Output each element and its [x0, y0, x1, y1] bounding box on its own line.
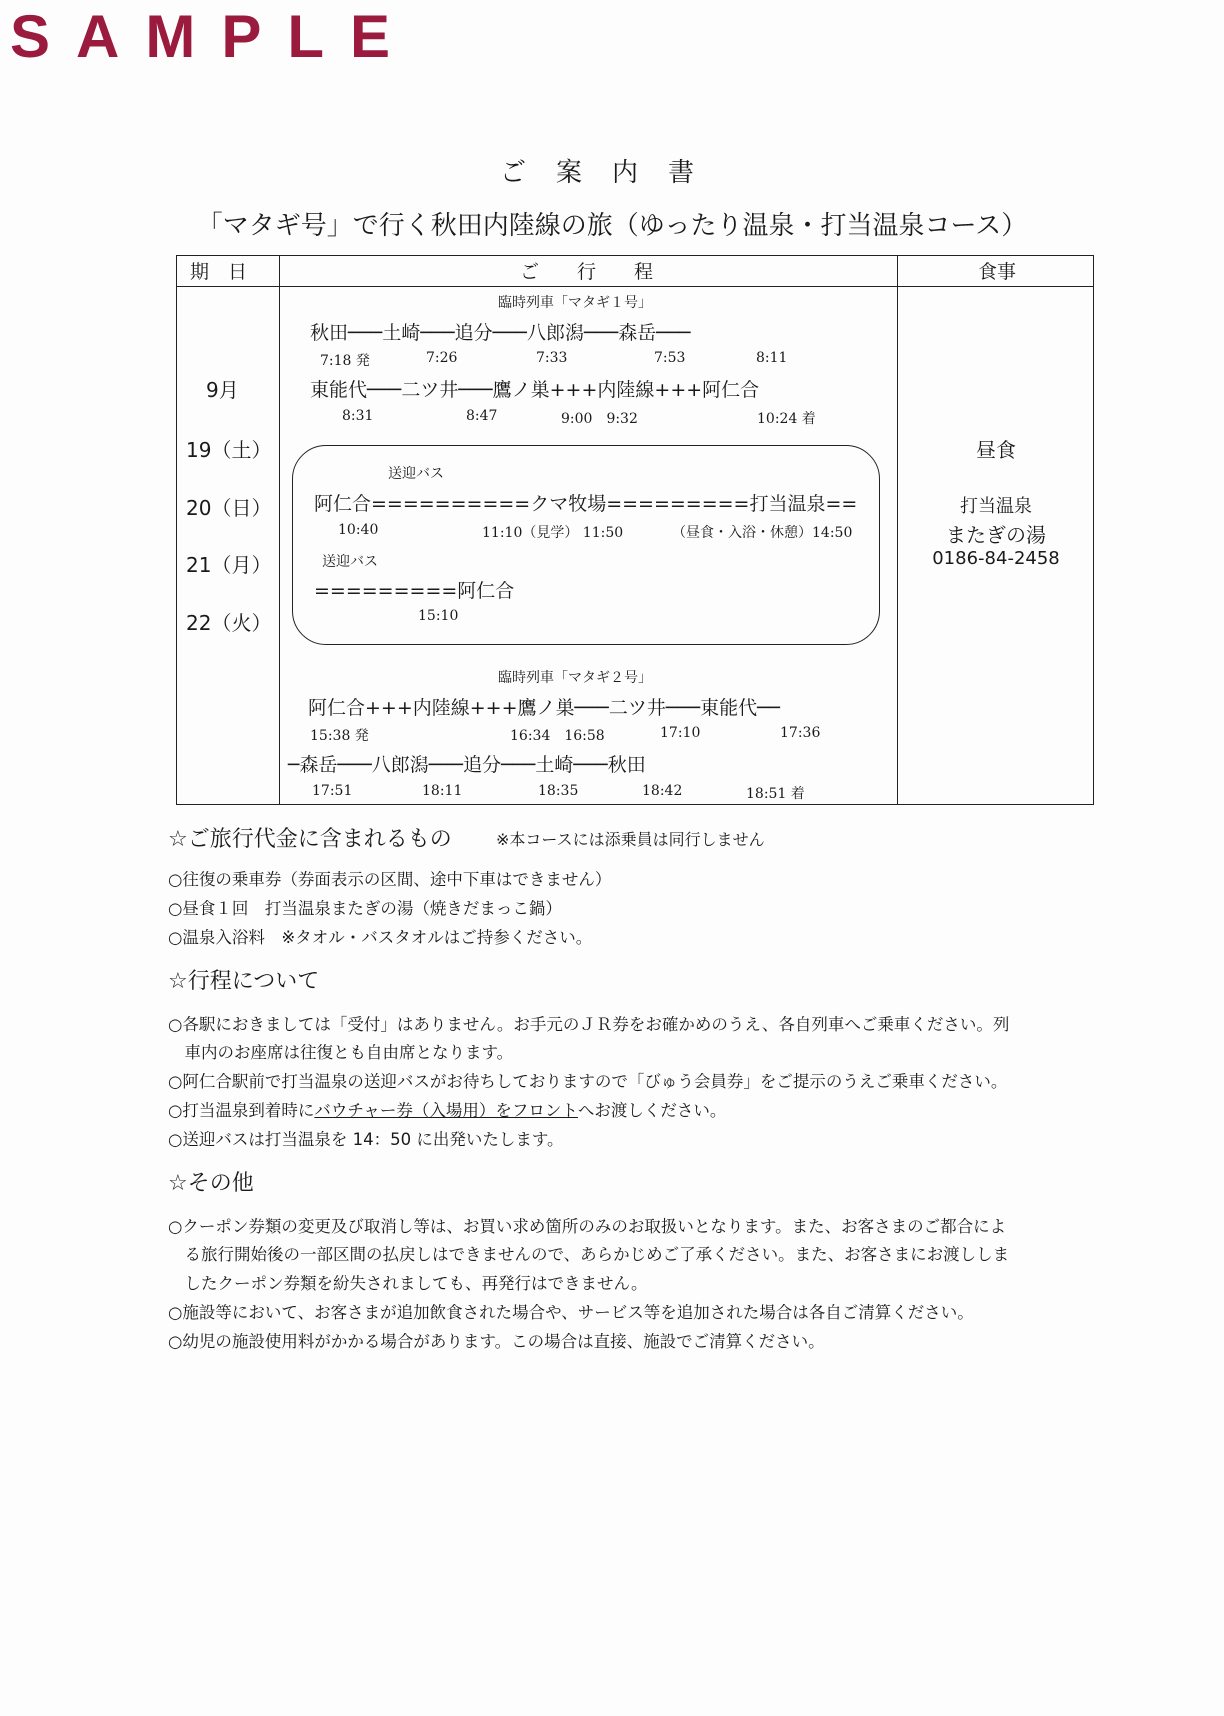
time-futatsui: 8:47: [466, 408, 498, 424]
shuttle-bus-box: [292, 445, 880, 645]
other-item: る旅行開始後の一部区間の払戻しはできませんので、あらかじめご了承ください。また、お客さまにお渡ししま: [168, 1245, 1010, 1264]
schedule-item: 車内のお座席は往復とも自由席となります。: [168, 1043, 514, 1062]
voucher-pre: ○打当温泉到着時に: [168, 1101, 315, 1120]
time-bus-return: 15:10: [418, 608, 459, 624]
included-item: ○温泉入浴料 ※タオル・バスタオルはご持参ください。: [168, 928, 593, 947]
time-hachirogata: 7:53: [654, 350, 686, 366]
schedule-heading: ☆行程について: [168, 969, 320, 994]
time-oiwake-return: 18:35: [538, 783, 579, 799]
voucher-item: [168, 1097, 726, 1121]
sample-watermark: SAMPLE: [10, 3, 417, 70]
time-takanosu: 9:00 9:32: [561, 411, 638, 427]
included-note: ※本コースには添乗員は同行しません: [496, 830, 765, 849]
meal-phone: 0186-84-2458: [932, 548, 1060, 569]
time-bus-utto: （昼食・入浴・休憩）14:50: [672, 525, 853, 541]
time-akita: 7:18 発: [320, 353, 370, 369]
time-aniai-arrive: 10:24 着: [757, 411, 816, 427]
time-higashinoshiro: 8:31: [342, 408, 374, 424]
other-item: ○幼児の施設使用料がかかる場合があります。この場合は直接、施設でご清算ください。: [168, 1332, 825, 1351]
date-22: 22（火）: [186, 611, 272, 635]
date-19: 19（土）: [186, 438, 272, 462]
outbound-train-label: 臨時列車「マタギ１号」: [498, 295, 652, 311]
time-takanosu-return: 16:34 16:58: [510, 728, 605, 744]
included-item: ○昼食１回 打当温泉またぎの湯（焼きだまっこ鍋）: [168, 899, 562, 918]
time-tsuchizaki-return: 18:42: [642, 783, 683, 799]
time-higashinoshiro-return: 17:36: [780, 725, 821, 741]
tour-subtitle: 「マタギ号」で行く秋田内陸線の旅（ゆったり温泉・打当温泉コース）: [196, 211, 1028, 241]
outbound-route-line2: 東能代───二ツ井───鷹ノ巣+++内陸線+++阿仁合: [310, 379, 760, 401]
document-title: ご案内書: [499, 158, 724, 188]
bus-route-line1: 阿仁合==========クマ牧場=========打当温泉==: [314, 493, 858, 515]
time-moritake: 8:11: [756, 350, 788, 366]
other-item: したクーポン券類を紛失されましても、再発行はできません。: [168, 1274, 648, 1293]
schedule-item: ○阿仁合駅前で打当温泉の送迎バスがお待ちしておりますので「びゅう会員券」をご提示のうえご乗車ください。: [168, 1072, 1008, 1091]
included-heading: ☆ご旅行代金に含まれるもの: [168, 827, 452, 852]
other-heading: ☆その他: [168, 1171, 254, 1196]
outbound-route-line1: 秋田───土崎───追分───八郎潟───森岳───: [310, 322, 691, 344]
meal-facility: またぎの湯: [946, 523, 1046, 547]
meal-item: 昼食: [976, 438, 1016, 462]
header-divider: [177, 286, 1093, 287]
time-bus-aniai: 10:40: [338, 522, 379, 538]
return-route-line2: ─森岳───八郎潟───追分───土崎───秋田: [288, 754, 646, 776]
date-21: 21（月）: [186, 553, 272, 577]
time-futatsui-return: 17:10: [660, 725, 701, 741]
date-month: 9月: [206, 378, 239, 402]
schedule-item: ○送迎バスは打当温泉を 14：50 に出発いたします。: [168, 1130, 564, 1149]
bus-label-2: 送迎バス: [322, 554, 378, 570]
return-train-label: 臨時列車「マタギ２号」: [498, 670, 652, 686]
time-oiwake: 7:33: [536, 350, 568, 366]
time-moritake-return: 17:51: [312, 783, 353, 799]
return-route-line1: 阿仁合+++内陸線+++鷹ノ巣───二ツ井───東能代──: [308, 697, 781, 719]
voucher-post: へお渡しください。: [577, 1101, 727, 1120]
header-meal: 食事: [978, 261, 1017, 283]
bus-label-1: 送迎バス: [388, 466, 444, 482]
bus-route-line2: =========阿仁合: [314, 580, 515, 602]
time-aniai-depart: 15:38 発: [310, 728, 369, 744]
header-itinerary: ご 行 程: [520, 261, 654, 283]
time-hachirogata-return: 18:11: [422, 783, 463, 799]
time-tsuchizaki: 7:26: [426, 350, 458, 366]
other-item: ○施設等において、お客さまが追加飲食された場合や、サービス等を追加された場合は各自ご清算ください。: [168, 1303, 974, 1322]
included-item: ○往復の乗車券（券面表示の区間、途中下車はできません）: [168, 870, 612, 889]
column-divider: [279, 256, 280, 804]
time-akita-arrive: 18:51 着: [746, 786, 805, 802]
voucher-underlined: バウチャー券（入場用）をフロント: [314, 1101, 578, 1120]
time-bus-kuma: 11:10（見学） 11:50: [482, 525, 624, 541]
other-item: ○クーポン券類の変更及び取消し等は、お買い求め箇所のみのお取扱いとなります。また、お客さまのご都合によ: [168, 1217, 1007, 1236]
date-20: 20（日）: [186, 496, 272, 520]
header-date: 期 日: [190, 261, 248, 283]
schedule-item: ○各駅におきましては「受付」はありません。お手元のＪＲ券をお確かめのうえ、各自列車へご乗車ください。列: [168, 1015, 1010, 1034]
meal-place: 打当温泉: [960, 496, 1032, 517]
